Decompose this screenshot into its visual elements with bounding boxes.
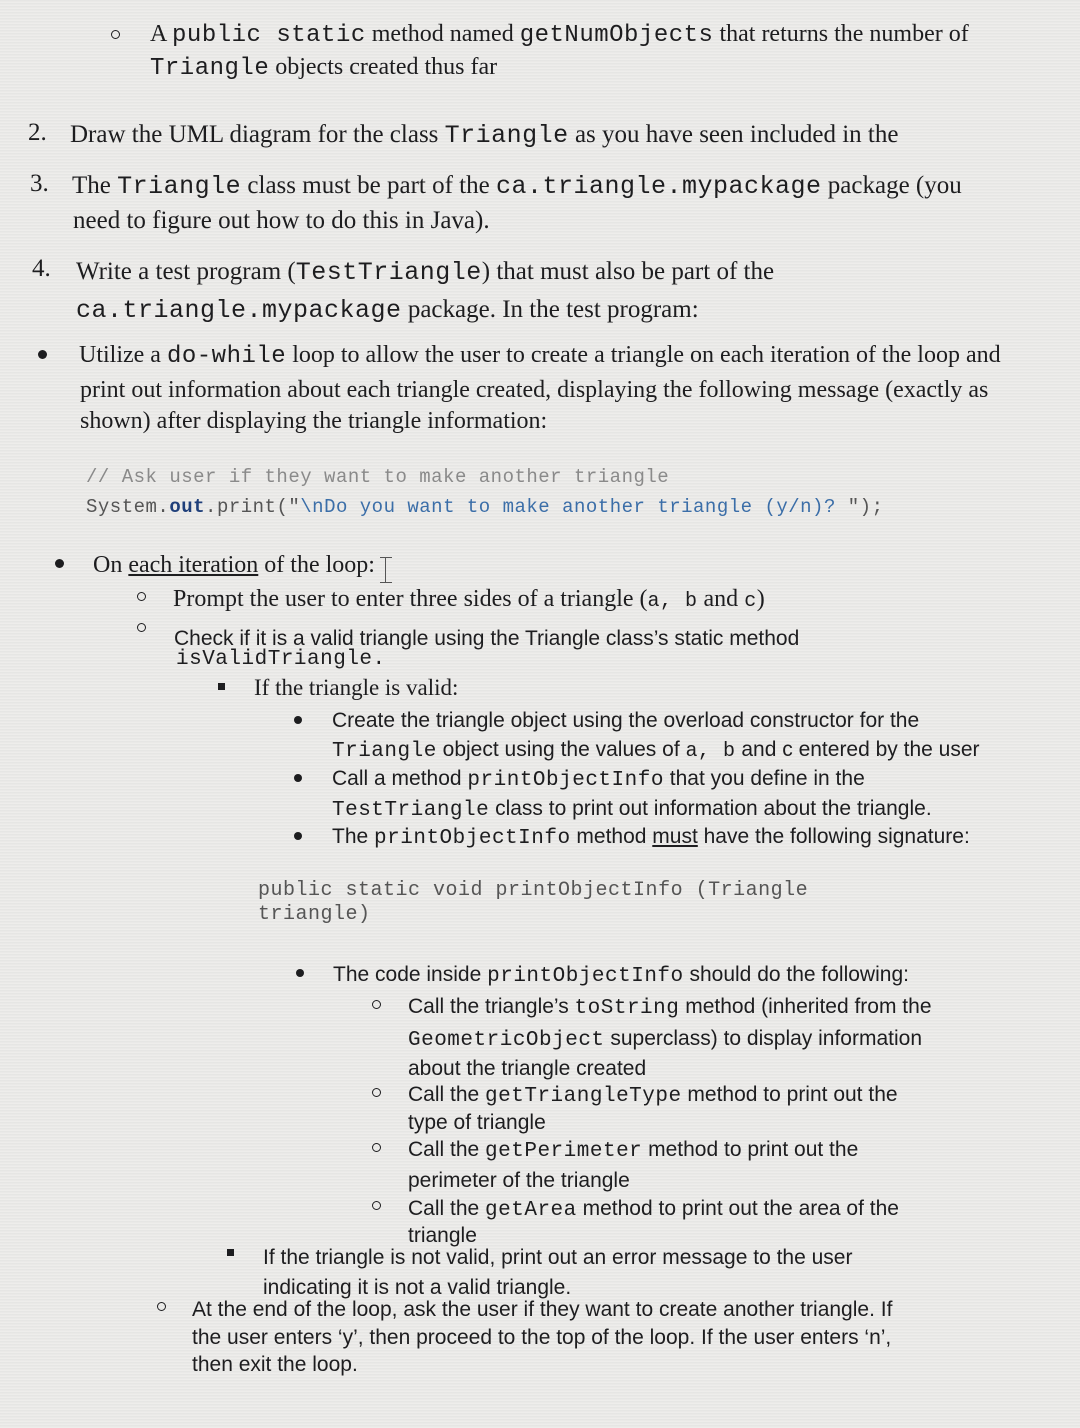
text-line: The Triangle class must be part of the ca.triangle.mypackage package (you [72,172,962,201]
text-line: Draw the UML diagram for the class Triangle as you have seen included in the [70,121,899,150]
text-line: If the triangle is valid: [254,675,459,700]
text-line: the user enters ‘y’, then proceed to the top of the loop. If the user enters ‘n’, [192,1326,892,1349]
text-line: Call a method printObjectInfo that you define in the [332,767,865,792]
text-line: print out information about each triangle created, displaying the following message (exactly as [80,377,989,403]
text-line: A public static method named getNumObjects that returns the number of [150,21,969,49]
text-line: Check if it is a valid triangle using the Triangle class’s static method [174,627,800,650]
text-line: Call the getArea method to print out the area of the [408,1197,899,1222]
code-line: triangle) [258,903,371,926]
hollow-bullet-icon [372,1088,381,1097]
hollow-bullet-icon [111,30,120,39]
text-line: The code inside printObjectInfo should do the following: [333,963,909,988]
bullet-icon [294,716,302,724]
code-line: System.out.print("\nDo you want to make another triangle (y/n)? "); [86,496,884,518]
text-line: Triangle object using the values of a, b and c entered by the user [332,738,980,763]
text-line: triangle [408,1224,477,1247]
text-line: TestTriangle class to print out information about the triangle. [332,797,932,822]
text-line: type of triangle [408,1111,546,1134]
text-line: about the triangle created [408,1057,647,1080]
text-line: On each iteration of the loop: [93,552,375,578]
text-line: The printObjectInfo method must have the following signature: [332,825,970,850]
hollow-bullet-icon [372,1000,381,1009]
list-number: 4. [32,255,51,282]
text-cursor-icon [385,557,398,583]
hollow-bullet-icon [137,592,146,601]
bullet-icon [294,774,302,782]
bullet-icon [296,969,304,977]
text-line: then exit the loop. [192,1353,358,1376]
list-number: 2. [28,119,47,146]
text-line: Triangle objects created thus far [150,54,498,82]
text-line: shown) after displaying the triangle information: [80,408,548,434]
code-comment: // Ask user if they want to make another triangle [86,466,670,488]
list-number: 3. [30,170,49,197]
text-line: At the end of the loop, ask the user if they want to create another triangle. If [192,1298,893,1321]
bullet-icon [38,350,47,359]
code-line: public static void printObjectInfo (Triangle [258,879,809,902]
text-line: Utilize a do-while loop to allow the user to create a triangle on each iteration of the loop and [79,342,1001,370]
text-line: ca.triangle.mypackage package. In the test program: [76,296,699,325]
hollow-bullet-icon [137,623,146,632]
text-line: If the triangle is not valid, print out an error message to the user [263,1246,853,1269]
text-line: GeometricObject superclass) to display information [408,1027,923,1052]
text-line: indicating it is not a valid triangle. [263,1276,572,1299]
square-bullet-icon [218,683,225,690]
text-line: perimeter of the triangle [408,1169,630,1192]
text-line: isValidTriangle. [176,648,386,671]
text-line: need to figure out how to do this in Java). [73,207,490,234]
hollow-bullet-icon [157,1302,166,1311]
square-bullet-icon [227,1249,234,1256]
hollow-bullet-icon [372,1201,381,1210]
bullet-icon [294,832,302,840]
text-line: Call the getPerimeter method to print out the [408,1138,859,1163]
text-line: Write a test program (TestTriangle) that must also be part of the [76,258,775,287]
bullet-icon [55,559,64,568]
text-line: Call the getTriangleType method to print out the [408,1083,898,1108]
text-line: Create the triangle object using the overload constructor for the [332,709,920,732]
text-line: Call the triangle’s toString method (inherited from the [408,995,932,1020]
text-line: Prompt the user to enter three sides of a triangle (a, b and c) [173,586,765,613]
hollow-bullet-icon [372,1143,381,1152]
